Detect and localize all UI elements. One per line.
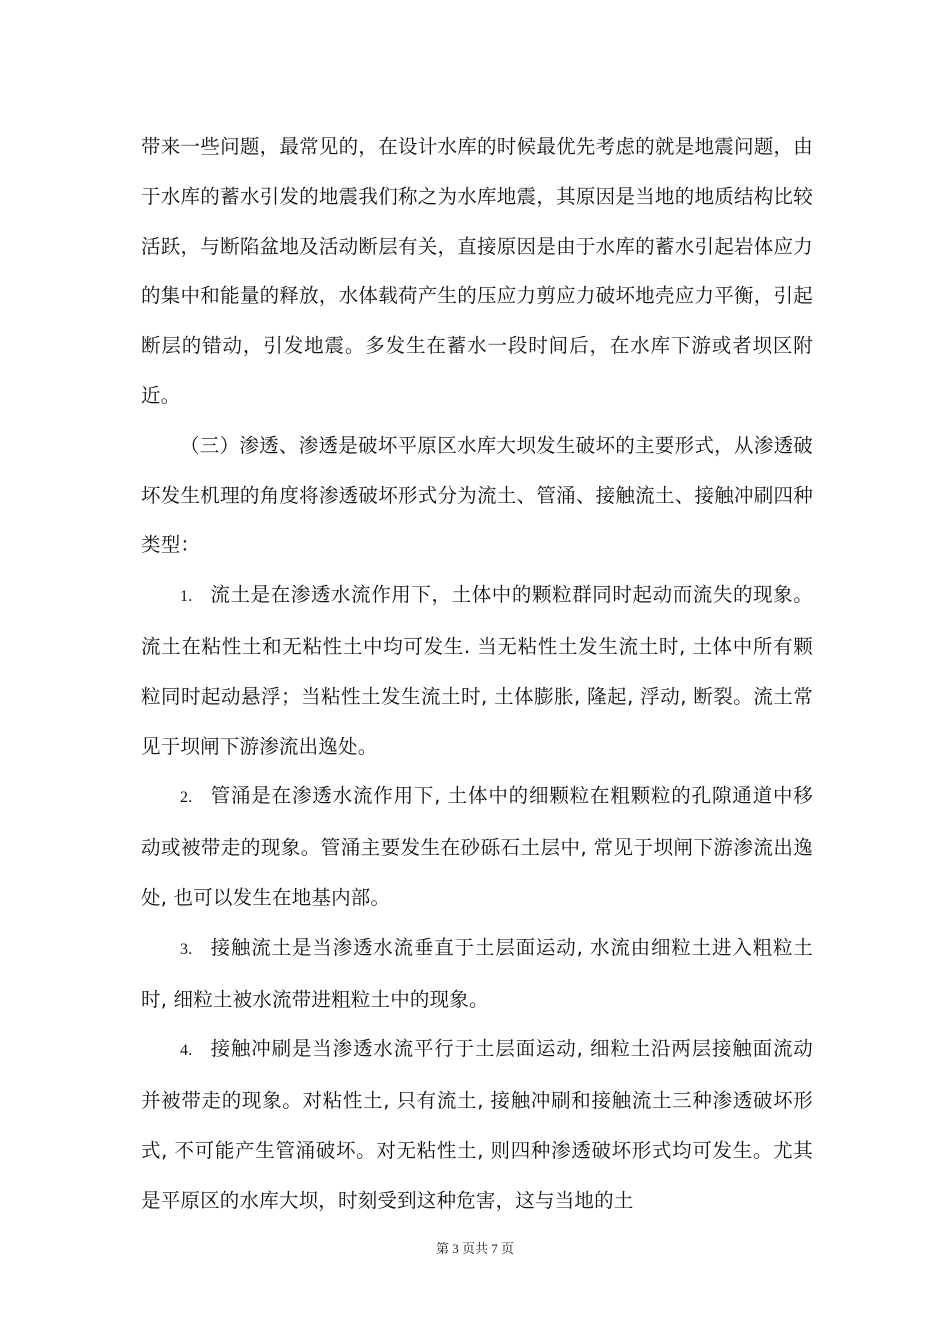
list-item-1 (141, 570, 813, 771)
list-number: 3. (180, 940, 193, 958)
paragraph-seepage-intro: （三）渗透、渗透是破坏平原区水库大坝发生破坏的主要形式，从渗透破坏发生机理的角度将渗透破坏形式分为流土、管涌、接触流土、接触冲刷四种类型： (141, 433, 813, 557)
list-item-text: 接触流土是当渗透水流垂直于土层面运动, 水流由细粒土进入粗粒土时, 细粒土被水流带进粗粒土中的现象。 (141, 935, 813, 1011)
list-number: 1. (180, 588, 193, 606)
list-item-text: 流土是在渗透水流作用下，土体中的颗粒群同时起动而流失的现象。流土在粘性土和无粘性土中均可发生. 当无粘性土发生流土时, 土体中所有颗粒同时起动悬浮；当粘性土发生流土时, 土体膨胀, 隆起, 浮动, 断裂。流土常见于坝闸下游渗流出逸处。 (141, 583, 813, 758)
document-body (141, 122, 813, 1226)
list-item-3 (141, 923, 813, 1025)
list-item-text: 管涌是在渗透水流作用下, 土体中的细颗粒在粗颗粒的孔隙通道中移动或被带走的现象。管涌主要发生在砂砾石土层中, 常见于坝闸下游渗流出逸处, 也可以发生在地基内部。 (141, 784, 813, 909)
paragraph-earthquake-continuation: 带来一些问题，最常见的，在设计水库的时候最优先考虑的就是地震问题，由于水库的蓄水引发的地震我们称之为水库地震，其原因是当地的地质结构比较活跃，与断陷盆地及活动断层有关，直接原因是由于水库的蓄水引起岩体应力的集中和能量的释放，水体载荷产生的压应力剪应力破坏地壳应力平衡，引起断层的错动，引发地震。多发生在蓄水一段时间后，在水库下游或者坝区附近。 (141, 135, 813, 407)
list-number: 2. (180, 789, 193, 807)
list-number: 4. (180, 1042, 193, 1060)
list-item-text: 接触冲刷是当渗透水流平行于土层面运动, 细粒土沿两层接触面流动并被带走的现象。对粘性土, 只有流土, 接触冲刷和接触流土三种渗透破坏形式, 不可能产生管涌破坏。对无粘性土, 则四种渗透破坏形式均可发生。尤其是平原区的水库大坝，时刻受到这种危害，这与当地的土 (141, 1037, 813, 1212)
page-footer: 第 3 页共 7 页 (435, 1241, 514, 1256)
list-item-4 (141, 1024, 813, 1225)
list-item-2 (141, 771, 813, 922)
